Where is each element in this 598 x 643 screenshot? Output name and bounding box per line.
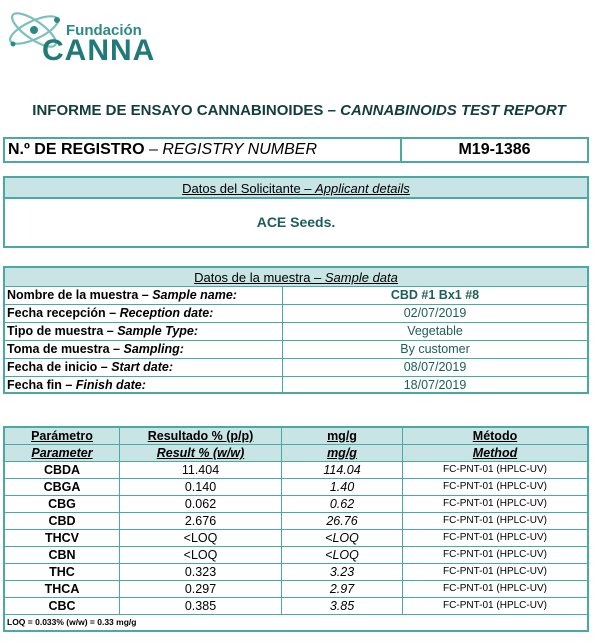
applicant-section xyxy=(3,176,589,248)
table-cell: 0.140 xyxy=(120,479,282,495)
applicant-header-en: Applicant details xyxy=(315,181,410,196)
header-cell: mg/g xyxy=(282,445,403,461)
results-header-en xyxy=(5,445,587,462)
table-cell: FC-PNT-01 (HPLC-UV) xyxy=(443,532,547,543)
table-cell: 1.40 xyxy=(282,479,403,495)
table-cell: <LOQ xyxy=(120,530,282,546)
sample-value: Vegetable xyxy=(407,324,463,338)
sample-row-reception xyxy=(5,305,587,323)
header-cell: Parameter xyxy=(5,445,120,461)
table-row xyxy=(5,513,587,530)
table-cell: <LOQ xyxy=(282,530,403,546)
sample-row-finish xyxy=(5,377,587,395)
table-cell: CBN xyxy=(5,547,120,563)
table-cell: FC-PNT-01 (HPLC-UV) xyxy=(443,600,547,611)
table-cell: FC-PNT-01 (HPLC-UV) xyxy=(443,583,547,594)
table-cell: <LOQ xyxy=(282,547,403,563)
table-cell: CBDA xyxy=(5,462,120,478)
header-cell: Método xyxy=(472,429,518,443)
registry-label-es: N.º DE REGISTRO xyxy=(8,141,145,158)
results-table xyxy=(3,426,589,632)
table-cell: 2.97 xyxy=(282,581,403,597)
sample-row-name xyxy=(5,287,587,305)
header-cell: Parámetro xyxy=(5,428,120,444)
sample-label: Fecha fin – Finish date: xyxy=(5,377,283,394)
sample-row-type xyxy=(5,323,587,341)
table-row xyxy=(5,462,587,479)
table-cell: 3.85 xyxy=(282,598,403,614)
table-cell: 114.04 xyxy=(282,462,403,478)
table-cell: 26.76 xyxy=(282,513,403,529)
sample-value: 02/07/2019 xyxy=(403,306,467,320)
table-cell: THCA xyxy=(5,581,120,597)
header-cell: mg/g xyxy=(282,428,403,444)
table-cell: FC-PNT-01 (HPLC-UV) xyxy=(443,481,547,492)
sample-value: By customer xyxy=(400,342,470,356)
header-cell: Result % (w/w) xyxy=(120,445,282,461)
header-cell: Resultado % (p/p) xyxy=(120,428,282,444)
applicant-header-es: Datos del Solicitante – xyxy=(182,181,316,196)
sample-label: Tipo de muestra – Sample Type: xyxy=(5,323,283,340)
logo-big-text: CANNA xyxy=(42,34,156,67)
table-cell: 2.676 xyxy=(120,513,282,529)
table-cell: FC-PNT-01 (HPLC-UV) xyxy=(443,498,547,509)
report-title xyxy=(0,102,598,119)
table-cell: 0.385 xyxy=(120,598,282,614)
table-row xyxy=(5,479,587,496)
table-cell: 0.62 xyxy=(282,496,403,512)
sample-section xyxy=(3,266,589,394)
sample-header xyxy=(5,268,587,287)
applicant-header xyxy=(5,178,587,199)
table-cell: 3.23 xyxy=(282,564,403,580)
table-row xyxy=(5,598,587,615)
registry-label xyxy=(5,139,402,161)
applicant-name: ACE Seeds. xyxy=(256,214,336,230)
sample-row-start xyxy=(5,359,587,377)
table-cell: FC-PNT-01 (HPLC-UV) xyxy=(443,566,547,577)
report-title-en: CANNABINOIDS TEST REPORT xyxy=(340,102,566,119)
registry-label-en: – REGISTRY NUMBER xyxy=(144,141,318,158)
registry-box xyxy=(3,137,589,163)
logo-small-text: Fundación xyxy=(66,22,142,39)
report-title-es: INFORME DE ENSAYO CANNABINOIDES – xyxy=(32,102,341,119)
sample-value: CBD #1 Bx1 #8 xyxy=(390,288,480,302)
table-cell: 11.404 xyxy=(120,462,282,478)
header-cell: Method xyxy=(472,446,518,460)
table-row xyxy=(5,581,587,598)
table-cell: FC-PNT-01 (HPLC-UV) xyxy=(443,549,547,560)
table-cell: 0.323 xyxy=(120,564,282,580)
table-cell: CBC xyxy=(5,598,120,614)
table-cell: THC xyxy=(5,564,120,580)
table-row xyxy=(5,547,587,564)
sample-label: Nombre de la muestra – Sample name: xyxy=(5,287,283,304)
table-cell: 0.062 xyxy=(120,496,282,512)
table-cell: FC-PNT-01 (HPLC-UV) xyxy=(443,464,547,475)
registry-number: M19-1386 xyxy=(458,141,531,158)
table-row xyxy=(5,564,587,581)
sample-label: Fecha recepción – Reception date: xyxy=(5,305,283,322)
table-row xyxy=(5,530,587,547)
table-cell: CBGA xyxy=(5,479,120,495)
table-cell: FC-PNT-01 (HPLC-UV) xyxy=(443,515,547,526)
table-cell: CBG xyxy=(5,496,120,512)
table-cell: THCV xyxy=(5,530,120,546)
fundacion-canna-logo xyxy=(4,2,164,68)
loq-footnote: LOQ = 0.033% (w/w) = 0.33 mg/g xyxy=(7,617,137,627)
table-cell: CBD xyxy=(5,513,120,529)
sample-label: Toma de muestra – Sampling: xyxy=(5,341,283,358)
sample-header-en: Sample data xyxy=(324,270,398,285)
table-row xyxy=(5,496,587,513)
table-cell: <LOQ xyxy=(120,547,282,563)
sample-value: 08/07/2019 xyxy=(403,360,467,374)
sample-header-es: Datos de la muestra – xyxy=(194,270,325,285)
sample-value: 18/07/2019 xyxy=(403,378,467,392)
results-header-es xyxy=(5,428,587,445)
sample-label: Fecha de inicio – Start date: xyxy=(5,359,283,376)
table-cell: 0.297 xyxy=(120,581,282,597)
sample-row-sampling xyxy=(5,341,587,359)
